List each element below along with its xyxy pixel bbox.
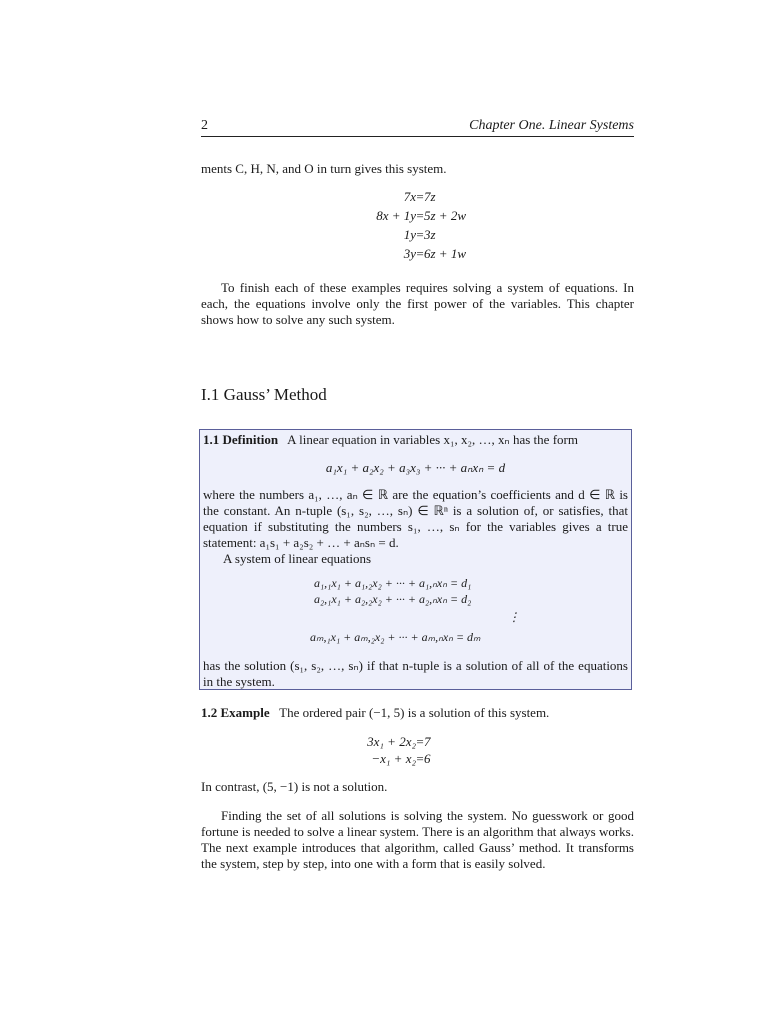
definition-opening-text: A linear equation in variables x₁, x₂, …, xₙ has the form (287, 432, 578, 447)
section-heading: I.1 Gauss’ Method (201, 385, 327, 404)
general-system-ellipsis: ⋮ (508, 610, 520, 624)
running-header (201, 118, 634, 137)
chemistry-system (300, 189, 540, 265)
definition-body: where the numbers a₁, …, aₙ ∈ ℝ are the equation’s coefficients and d ∈ ℝ is the constant. An n-tuple (s₁, s₂, …, sₙ) ∈ ℝⁿ is a solution of, or satisfies, that equation if substituting the numbers s₁, …, sₙ for the variables gives a true statement: a₁s₁ + a₂s₂ + … + aₙsₙ = d. (203, 487, 628, 550)
chapter-title: Chapter One. Linear Systems (469, 118, 634, 133)
system-equation-row: 1y = 3z (403, 227, 436, 242)
system-equation-row: 7x = 7z (403, 189, 436, 204)
contrast-line: In contrast, (5, −1) is not a solution. (201, 779, 388, 794)
definition-label: 1.1 Definition (203, 432, 279, 447)
general-system-row: aₘ,₁x₁ + aₘ,₂x₂ + ··· + aₘ,ₙxₙ = dₘ (310, 630, 481, 644)
example-label: 1.2 Example (201, 705, 270, 720)
system-equation-row: 3y = 6z + 1w (403, 246, 467, 261)
example-text: The ordered pair (−1, 5) is a solution of this system. (279, 705, 550, 720)
example-equation-row: −x₁ + x₂ = 6 (371, 751, 431, 766)
definition-box (199, 429, 632, 690)
definition-opening (203, 432, 628, 448)
general-system-row: a₁,₁x₁ + a₁,₂x₂ + ··· + a₁,ₙxₙ = d₁ (314, 576, 472, 590)
system-intro: A system of linear equations (223, 551, 372, 566)
example-intro (201, 705, 634, 721)
finish-paragraph: To finish each of these examples requires solving a system of equations. In each, the equations involve only the first power of the variables. This chapter shows how to solve any such system. (201, 280, 634, 327)
solving-paragraph: Finding the set of all solutions is solving the system. No guesswork or good fortune is needed to solve a linear system. There is an algorithm that always works. The next example introduces that algorithm, called Gauss’ method. It transforms the system, step by step, into one with a form that is easily solved. (201, 808, 634, 871)
general-system-row: a₂,₁x₁ + a₂,₂x₂ + ··· + a₂,ₙxₙ = d₂ (314, 592, 472, 606)
linear-equation-form: a₁x₁ + a₂x₂ + a₃x₃ + ··· + aₙxₙ = d (325, 460, 506, 475)
system-equation-row: 8x + 1y = 5z + 2w (376, 208, 467, 223)
example-system (300, 734, 540, 768)
example-equation-row: 3x₁ + 2x₂ = 7 (367, 734, 431, 749)
intro-line: ments C, H, N, and O in turn gives this system. (201, 161, 447, 176)
definition-closing: has the solution (s₁, s₂, …, sₙ) if that n-tuple is a solution of all of the equations in the system. (203, 658, 628, 689)
page-number: 2 (201, 118, 208, 133)
